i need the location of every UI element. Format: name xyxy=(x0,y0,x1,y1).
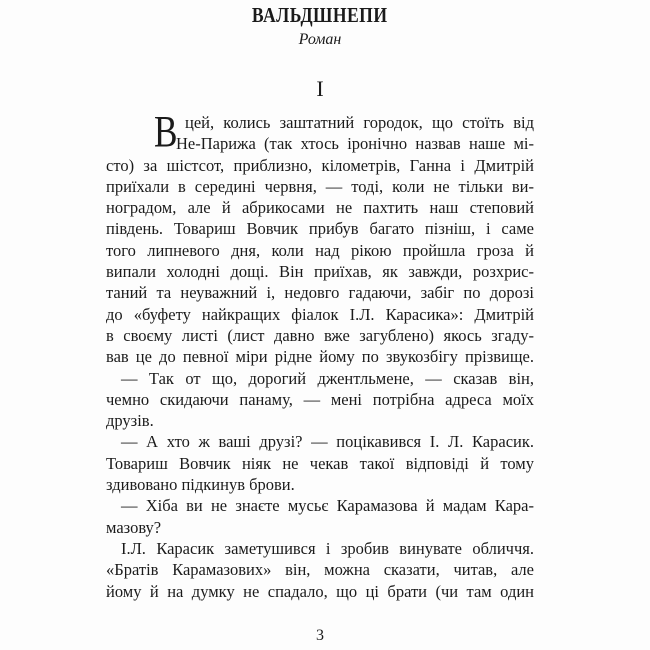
drop-cap: В xyxy=(154,107,178,156)
text-line: Товариш Вовчик ніяк не чекав такої відповіді й тому xyxy=(106,453,534,473)
text-line: приїхали в середині червня, — тоді, коли не тільки ви- xyxy=(106,176,534,196)
text-line: чемно скидаючи панаму, — мені потрібна адреса моїх xyxy=(106,389,534,409)
text-line: цей, колись заштатний городок, що стоїть від xyxy=(185,113,534,132)
text-line: до «буфету найкращих фіалок І.Л. Карасика»: Дмитрій xyxy=(106,304,534,324)
text-line: південь. Товариш Вовчик прибув багато пізніш, і саме xyxy=(106,219,534,239)
body-text xyxy=(106,107,534,602)
text-line: йому й на думку не спадало, що ці брати (чи там один xyxy=(106,581,534,601)
text-line: ноградом, але й абрикосами не пахтить наш степовий xyxy=(106,198,534,218)
text-line: — Так от що, дорогий джентльмене, — сказав він, xyxy=(121,368,534,388)
page-title-text: ВАЛЬДШНЕПИ xyxy=(252,3,388,27)
text-line: здивовано підкинув брови. xyxy=(106,475,295,495)
novel-subtitle: Роман xyxy=(298,31,342,48)
chapter-heading: I xyxy=(316,76,324,101)
text-line: І.Л. Карасик заметушився і зробив винувате обличчя. xyxy=(121,538,534,558)
text-line: в своєму листі (лист давно вже загублено) якось згаду- xyxy=(106,325,534,345)
text-line: того липневого дня, коли над рікою пройшла гроза й xyxy=(106,240,534,260)
page-number: 3 xyxy=(316,627,324,644)
text-line: мазову? xyxy=(106,517,162,537)
text-line: таний та неуважний і, недовго гадаючи, забіг по дорозі xyxy=(106,283,534,303)
text-line: «Братів Карамазових» він, можна сказати, читав, але xyxy=(106,560,534,580)
text-line: Не-Парижа (так хтось іронічно назвав наше мі- xyxy=(176,134,534,154)
text-line: — Хіба ви не знаєте мусьє Карамазова й мадам Кара- xyxy=(121,496,534,516)
text-line: — А хто ж ваші друзі? — поцікавився І. Л. Карасик. xyxy=(121,432,534,452)
text-line: друзів. xyxy=(106,411,154,431)
page-title xyxy=(106,3,534,28)
text-line: вав це до певної міри рідне йому по звукозбігу прізвище. xyxy=(106,347,534,367)
text-line: випали холодні дощі. Він приїхав, як завжди, розхрис- xyxy=(106,262,534,282)
text-line: сто) за шістсот, приблизно, кілометрів, Ганна і Дмитрій xyxy=(106,155,534,175)
